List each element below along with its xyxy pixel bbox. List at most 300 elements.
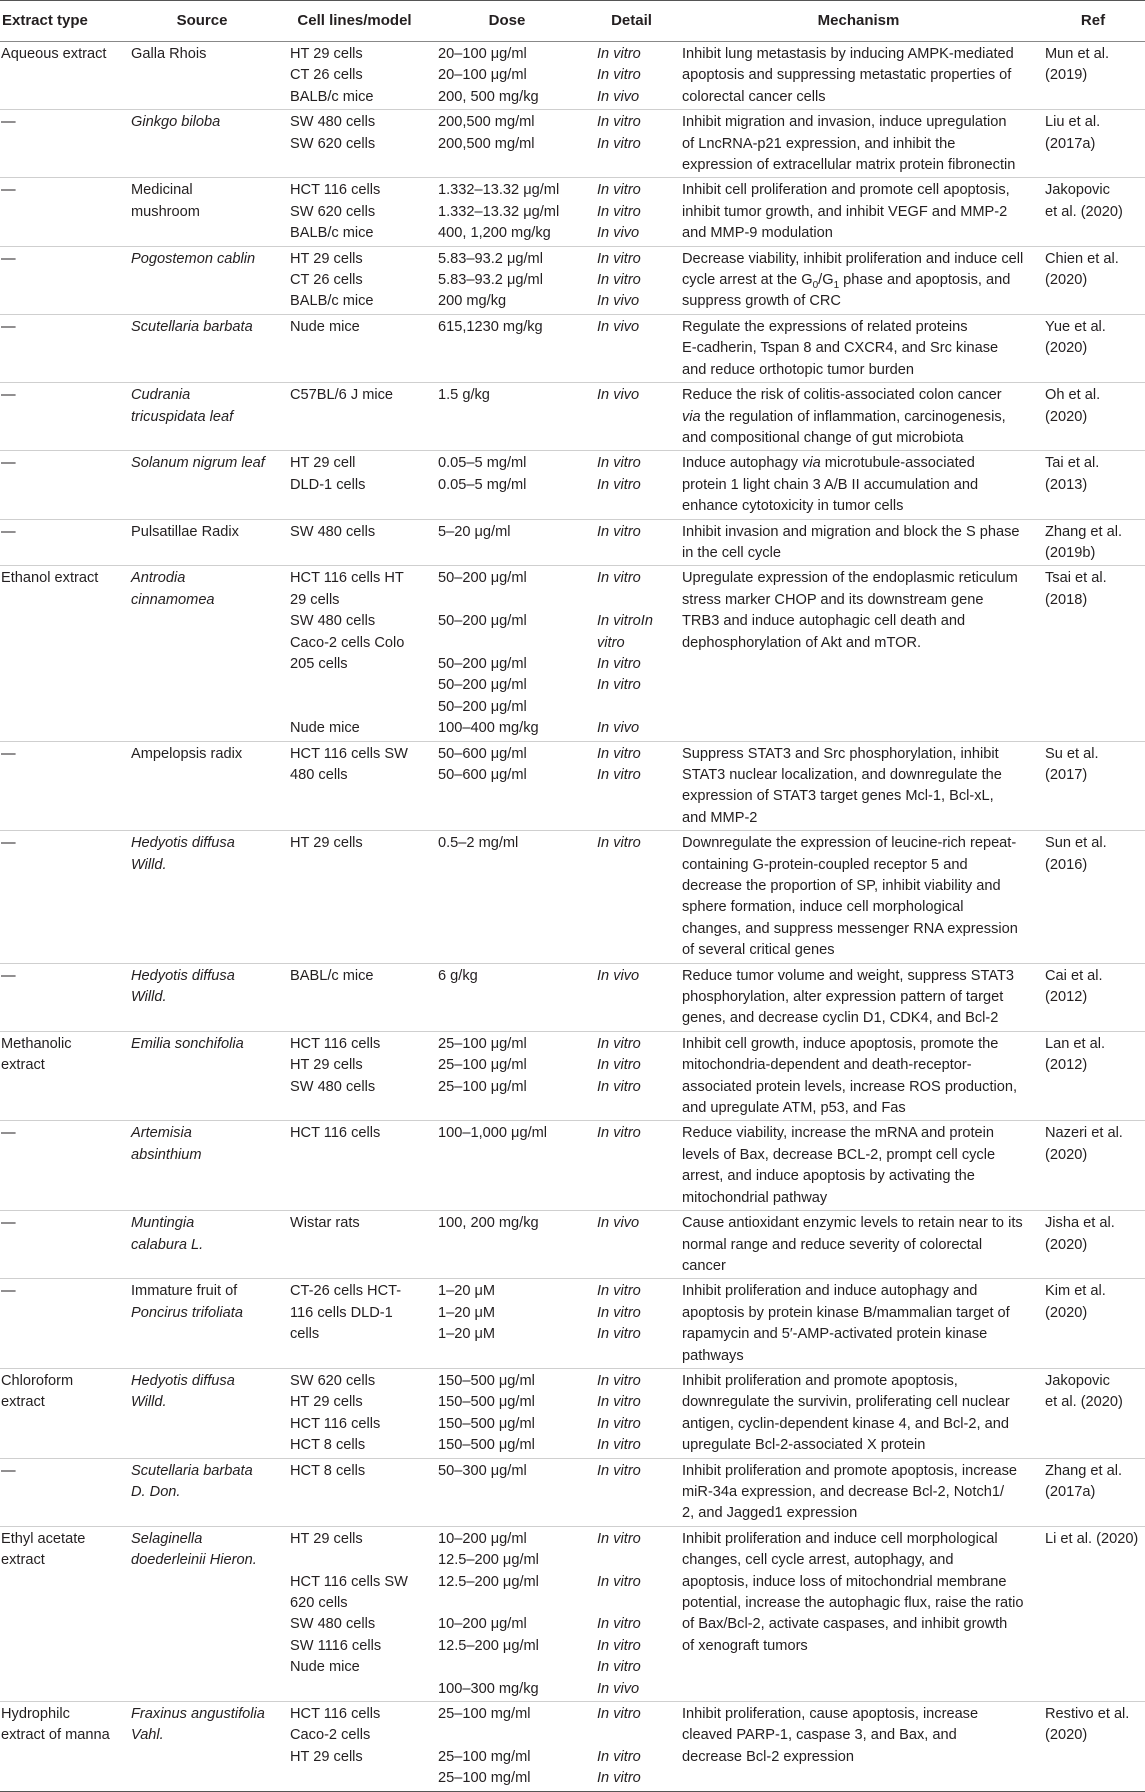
ref-line: Li et al. (2020) <box>1045 1530 1139 1547</box>
dose-line: 25–100 μg/ml <box>438 1035 527 1052</box>
dose-line: 10–200 μg/ml <box>438 1616 527 1633</box>
mechanism-cell <box>676 1458 1041 1526</box>
cell-lines-line: CT-26 cells HCT- <box>290 1283 402 1300</box>
dose-line <box>438 1725 585 1746</box>
mechanism-line: Upregulate expression of the endoplasmic reticulum <box>682 570 1018 587</box>
detail-line: In vitro <box>597 1415 641 1432</box>
detail-line: In vitro <box>597 745 641 762</box>
ref-cell <box>1041 566 1145 741</box>
detail-cell <box>587 963 676 1031</box>
mechanism-cell <box>676 741 1041 831</box>
detail-line: In vitro <box>597 203 641 220</box>
ref-line: Jisha et al. <box>1045 1215 1115 1232</box>
mechanism-cell <box>676 42 1041 110</box>
detail-line: In vitro <box>597 766 641 783</box>
extract-type-cell <box>0 451 122 519</box>
source-line: Hedyotis diffusa <box>131 967 235 984</box>
source-cell <box>122 383 282 451</box>
detail-line: In vitro <box>597 1748 641 1765</box>
dose-line: 50–200 μg/ml <box>438 698 527 715</box>
detail-cell <box>587 566 676 741</box>
source-line: Vahl. <box>131 1727 164 1744</box>
ref-cell <box>1041 1368 1145 1458</box>
mechanism-line: miR-34a expression, and decrease Bcl-2, Notch1/ <box>682 1483 1005 1500</box>
detail-line <box>597 697 674 718</box>
ref-line: (2019) <box>1045 67 1088 84</box>
table-row <box>0 1211 1145 1279</box>
extract-type-line: Ethyl acetate <box>1 1530 86 1547</box>
extract-type-cell <box>0 831 122 963</box>
header-row <box>0 1 1145 42</box>
mechanism-line: suppress growth of CRC <box>682 293 841 310</box>
dose-line: 1.332–13.32 μg/ml <box>438 203 560 220</box>
mechanism-line: of LncRNA-p21 expression, and inhibit the <box>682 135 956 152</box>
source-line: D. Don. <box>131 1483 181 1500</box>
source-line: Pogostemon cablin <box>131 250 256 267</box>
cell-lines-line: HCT 116 cells <box>290 1415 381 1432</box>
mechanism-line: colorectal cancer cells <box>682 88 826 105</box>
mechanism-line: TRB3 and induce autophagic cell death and <box>682 613 966 630</box>
detail-line: In vivo <box>597 720 640 737</box>
detail-cell <box>587 1211 676 1279</box>
ref-line: Cai et al. <box>1045 967 1103 984</box>
detail-line: In vitro <box>597 1706 641 1722</box>
detail-cell <box>587 1279 676 1369</box>
dose-line: 5.83–93.2 μg/ml <box>438 250 543 267</box>
cell-lines-line: 29 cells <box>290 591 340 608</box>
ref-line: Mun et al. <box>1045 46 1110 62</box>
ref-line: (2020) <box>1045 1727 1088 1744</box>
cell-lines-line: HT 29 cells <box>290 835 363 852</box>
cell-lines-line: HT 29 cells <box>290 1057 363 1074</box>
cell-lines-line: Caco-2 cells Colo <box>290 634 405 651</box>
detail-line: In vivo <box>597 318 640 335</box>
dose-line: 1–20 μM <box>438 1326 496 1343</box>
mechanism-line: upregulate Bcl-2-associated X protein <box>682 1437 926 1454</box>
dose-line: 1–20 μM <box>438 1304 496 1321</box>
detail-line: In vivo <box>597 387 640 404</box>
ref-cell <box>1041 1121 1145 1211</box>
ref-line: (2020) <box>1045 1236 1088 1253</box>
mechanism-line: Downregulate the expression of leucine-rich repeat- <box>682 835 1017 852</box>
mechanism-cell <box>676 1031 1041 1121</box>
dose-cell <box>427 42 587 110</box>
mechanism-line: containing G-protein-coupled receptor 5 and <box>682 856 968 873</box>
mechanism-line: and reduce orthotopic tumor burden <box>682 361 915 378</box>
dose-line: 25–100 μg/ml <box>438 1078 527 1095</box>
ref-cell <box>1041 110 1145 178</box>
cell-lines-line: SW 620 cells <box>290 135 376 152</box>
cell-lines-line <box>290 1768 425 1789</box>
mechanism-line: Induce autophagy via microtubule-associated <box>682 455 975 472</box>
cell-lines-line: Wistar rats <box>290 1215 360 1232</box>
detail-line: In vitro <box>597 272 641 289</box>
ref-line: (2012) <box>1045 1057 1088 1074</box>
cell-lines-line: HCT 116 cells <box>290 1706 381 1722</box>
extract-type-cell <box>0 1458 122 1526</box>
mechanism-line: Inhibit proliferation and induce cell morphological <box>682 1530 998 1547</box>
detail-cell <box>587 1031 676 1121</box>
mechanism-line: cancer <box>682 1257 726 1274</box>
detail-line: vitro <box>597 634 625 651</box>
dose-line: 12.5–200 μg/ml <box>438 1573 539 1590</box>
mechanism-cell <box>676 1368 1041 1458</box>
mechanism-line: and upregulate ATM, p53, and Fas <box>682 1100 906 1117</box>
dose-line: 50–200 μg/ml <box>438 613 527 630</box>
cell-lines-line: SW 1116 cells <box>290 1637 382 1654</box>
table-row <box>0 519 1145 566</box>
ref-line: Sun et al. <box>1045 835 1107 852</box>
table-row <box>0 314 1145 382</box>
cell-lines-line: SW 480 cells <box>290 114 376 131</box>
source-cell <box>122 1526 282 1701</box>
mechanism-line: arrest, and induce apoptosis by activating the <box>682 1168 975 1185</box>
dose-cell <box>427 178 587 246</box>
mechanism-line: of xenograft tumors <box>682 1637 808 1654</box>
source-cell <box>122 566 282 741</box>
extract-type-cell <box>0 1031 122 1121</box>
detail-line: In vitro <box>597 476 641 493</box>
mechanism-cell <box>676 519 1041 566</box>
mechanism-line: E-cadherin, Tspan 8 and CXCR4, and Src kinase <box>682 340 999 357</box>
extract-type-line: — <box>1 1125 16 1142</box>
mechanism-cell <box>676 451 1041 519</box>
mechanism-line: 2, and Jagged1 expression <box>682 1505 858 1522</box>
mechanism-line: sphere formation, induce cell morphological <box>682 899 964 916</box>
dose-line: 150–500 μg/ml <box>438 1437 535 1454</box>
mechanism-line: antigen, cyclin-dependent kinase 4, and Bcl-2, and <box>682 1415 1009 1432</box>
extract-type-line: — <box>1 318 16 335</box>
extract-type-line: — <box>1 745 16 762</box>
mechanism-line: Inhibit proliferation, cause apoptosis, increase <box>682 1706 979 1722</box>
detail-line: In vitro <box>597 1637 641 1654</box>
mechanism-line: Reduce tumor volume and weight, suppress STAT3 <box>682 967 1015 984</box>
cell-lines-line: HT 29 cells <box>290 1748 363 1765</box>
extract-type-line: — <box>1 1462 16 1479</box>
detail-line: In vitro <box>597 1035 641 1052</box>
cell-lines-line: SW 480 cells <box>290 1616 376 1633</box>
extract-type-cell <box>0 1279 122 1369</box>
ref-cell <box>1041 1526 1145 1701</box>
ref-cell <box>1041 1211 1145 1279</box>
mechanism-line: apoptosis, induce loss of mitochondrial membrane <box>682 1573 1007 1590</box>
ref-line: (2020) <box>1045 340 1088 357</box>
detail-line: In vitro <box>597 1659 641 1676</box>
detail-cell <box>587 246 676 314</box>
detail-cell <box>587 831 676 963</box>
ref-line: Restivo et al. <box>1045 1706 1130 1722</box>
extract-type-cell <box>0 1368 122 1458</box>
header-dose: Dose <box>427 1 587 42</box>
dose-line: 25–100 μg/ml <box>438 1057 527 1074</box>
detail-line: In vivo <box>597 88 640 105</box>
source-line: Medicinal <box>131 182 193 199</box>
source-cell <box>122 314 282 382</box>
cell-lines-line: HCT 116 cells <box>290 182 381 199</box>
extract-type-cell <box>0 1211 122 1279</box>
dose-line: 20–100 μg/ml <box>438 46 527 62</box>
table-body <box>0 42 1145 1792</box>
dose-cell <box>427 741 587 831</box>
mechanism-line: decrease Bcl-2 expression <box>682 1748 854 1765</box>
mechanism-line: Inhibit invasion and migration and block the S phase <box>682 523 1020 540</box>
detail-cell <box>587 178 676 246</box>
mechanism-line: of several critical genes <box>682 942 835 959</box>
cell-lines-line: HCT 8 cells <box>290 1437 366 1454</box>
mechanism-line: changes, cell cycle arrest, autophagy, and <box>682 1552 954 1569</box>
mechanism-line: Inhibit cell growth, induce apoptosis, promote the <box>682 1035 999 1052</box>
detail-line: In vitro <box>597 135 641 152</box>
mechanism-cell <box>676 178 1041 246</box>
dose-line: 50–200 μg/ml <box>438 677 527 694</box>
ref-cell <box>1041 831 1145 963</box>
dose-line: 25–100 mg/ml <box>438 1706 531 1722</box>
detail-line: In vitro <box>597 1573 641 1590</box>
cell-lines-cell <box>282 246 427 314</box>
mechanism-line: inhibit tumor growth, and inhibit VEGF and MMP-2 <box>682 203 1008 220</box>
dose-line <box>438 1593 585 1614</box>
detail-line: In vitro <box>597 455 641 472</box>
cell-lines-cell <box>282 110 427 178</box>
detail-line: In vitro <box>597 1057 641 1074</box>
dose-line: 25–100 mg/ml <box>438 1748 531 1765</box>
table-row <box>0 1031 1145 1121</box>
extract-type-line: — <box>1 523 16 540</box>
detail-line <box>597 1550 674 1571</box>
dose-cell <box>427 963 587 1031</box>
cell-lines-line: 116 cells DLD-1 <box>290 1304 393 1321</box>
dose-line: 100–400 mg/kg <box>438 720 539 737</box>
dose-cell <box>427 831 587 963</box>
mechanism-line: and compositional change of gut microbiota <box>682 429 964 446</box>
detail-line: In vitro <box>597 46 641 62</box>
mechanism-line: Inhibit lung metastasis by inducing AMPK-mediated <box>682 46 1014 62</box>
extract-type-cell <box>0 42 122 110</box>
table-row <box>0 178 1145 246</box>
extract-type-line: Aqueous extract <box>1 46 107 62</box>
cell-lines-cell <box>282 1458 427 1526</box>
mechanism-cell <box>676 1279 1041 1369</box>
source-line: Muntingia <box>131 1215 195 1232</box>
ref-line: Lan et al. <box>1045 1035 1106 1052</box>
dose-line: 1–20 μM <box>438 1283 496 1300</box>
cell-lines-line: C57BL/6 J mice <box>290 387 394 404</box>
source-cell <box>122 1368 282 1458</box>
cell-lines-cell <box>282 1031 427 1121</box>
detail-line: In vitro <box>597 835 641 852</box>
detail-line: In vitro <box>597 182 641 199</box>
cell-lines-line: 205 cells <box>290 655 348 672</box>
source-line: Ginkgo biloba <box>131 114 221 131</box>
detail-line: In vitro <box>597 1437 641 1454</box>
mechanism-line: mitochondrial pathway <box>682 1189 828 1206</box>
detail-line: In vitro <box>597 1530 641 1547</box>
source-line: Hedyotis diffusa <box>131 1372 235 1389</box>
ref-line: (2020) <box>1045 272 1088 289</box>
mechanism-cell <box>676 314 1041 382</box>
mechanism-cell <box>676 1211 1041 1279</box>
cell-lines-line: HT 29 cells <box>290 46 363 62</box>
ref-line: Oh et al. <box>1045 387 1101 404</box>
detail-line <box>597 1725 674 1746</box>
cell-lines-line: HT 29 cells <box>290 1530 363 1547</box>
table-row <box>0 110 1145 178</box>
source-cell <box>122 1121 282 1211</box>
cell-lines-line: Nude mice <box>290 1659 360 1676</box>
cell-lines-cell <box>282 1121 427 1211</box>
cell-lines-cell <box>282 741 427 831</box>
mechanism-line: in the cell cycle <box>682 544 781 561</box>
cell-lines-line: cells <box>290 1326 320 1343</box>
cell-lines-line: SW 480 cells <box>290 613 376 630</box>
detail-cell <box>587 110 676 178</box>
table-row <box>0 1121 1145 1211</box>
detail-line: In vitro <box>597 1462 641 1479</box>
mechanism-line: Regulate the expressions of related proteins <box>682 318 968 335</box>
dose-line: 200,500 mg/ml <box>438 114 535 131</box>
mechanism-line: apoptosis by protein kinase B/mammalian target of <box>682 1304 1010 1321</box>
source-line: calabura L. <box>131 1236 204 1253</box>
extract-type-line: — <box>1 387 16 404</box>
cell-lines-cell <box>282 314 427 382</box>
cell-lines-cell <box>282 1211 427 1279</box>
mechanism-cell <box>676 566 1041 741</box>
dose-line: 0.05–5 mg/ml <box>438 455 527 472</box>
mechanism-cell <box>676 383 1041 451</box>
cell-lines-line: HT 29 cells <box>290 250 363 267</box>
detail-line: In vivo <box>597 1680 640 1697</box>
mechanism-line: Decrease viability, inhibit proliferation and induce cell <box>682 250 1024 267</box>
detail-cell <box>587 1368 676 1458</box>
source-cell <box>122 963 282 1031</box>
source-cell <box>122 42 282 110</box>
ref-cell <box>1041 246 1145 314</box>
mechanism-line: Inhibit proliferation and promote apoptosis, <box>682 1372 958 1389</box>
detail-cell <box>587 1458 676 1526</box>
source-line: Emilia sonchifolia <box>131 1035 244 1052</box>
detail-cell <box>587 383 676 451</box>
dose-cell <box>427 110 587 178</box>
detail-line <box>597 1593 674 1614</box>
cell-lines-line: BALB/c mice <box>290 293 374 310</box>
ref-cell <box>1041 383 1145 451</box>
dose-line <box>438 1657 585 1678</box>
dose-line: 12.5–200 μg/ml <box>438 1552 539 1569</box>
cell-lines-line: HCT 116 cells <box>290 1035 381 1052</box>
table-row <box>0 1458 1145 1526</box>
dose-line <box>438 590 585 611</box>
dose-cell <box>427 1121 587 1211</box>
mechanism-line: decrease the proportion of SP, inhibit viability and <box>682 878 1001 894</box>
ref-cell <box>1041 451 1145 519</box>
ref-cell <box>1041 1031 1145 1121</box>
mechanism-line: associated protein levels, increase ROS production, <box>682 1078 1018 1095</box>
ref-line: Zhang et al. <box>1045 523 1123 540</box>
dose-line: 100–300 mg/kg <box>438 1680 539 1697</box>
extract-type-cell <box>0 1526 122 1701</box>
mechanism-line: Cause antioxidant enzymic levels to retain near to its <box>682 1215 1023 1232</box>
extract-type-line: — <box>1 1283 16 1300</box>
extract-type-cell <box>0 178 122 246</box>
source-line: Hedyotis diffusa <box>131 835 235 852</box>
dose-line: 150–500 μg/ml <box>438 1372 535 1389</box>
dose-line: 200, 500 mg/kg <box>438 88 539 105</box>
detail-line: In vitro <box>597 1616 641 1633</box>
dose-line: 6 g/kg <box>438 967 478 984</box>
dose-line: 400, 1,200 mg/kg <box>438 225 551 242</box>
dose-cell <box>427 1368 587 1458</box>
mechanism-line: potential, increase the autophagic flux, raise the ratio <box>682 1595 1024 1611</box>
source-line: Fraxinus angustifolia <box>131 1706 265 1722</box>
source-line: Antrodia <box>131 570 186 587</box>
detail-line: In vitro <box>597 1326 641 1343</box>
detail-cell <box>587 314 676 382</box>
source-line: Scutellaria barbata <box>131 318 253 335</box>
mechanism-line: Suppress STAT3 and Src phosphorylation, inhibit <box>682 745 999 762</box>
dose-cell <box>427 566 587 741</box>
dose-cell <box>427 519 587 566</box>
cell-lines-line: HT 29 cell <box>290 455 356 472</box>
mechanism-line: STAT3 nuclear localization, and downregulate the <box>682 766 1002 783</box>
cell-lines-line <box>290 675 425 696</box>
source-cell <box>122 831 282 963</box>
extract-type-cell <box>0 519 122 566</box>
cell-lines-line: SW 480 cells <box>290 523 376 540</box>
dose-cell <box>427 1702 587 1792</box>
cell-lines-line: SW 620 cells <box>290 203 376 220</box>
detail-line: In vivo <box>597 1215 640 1232</box>
cell-lines-cell <box>282 1368 427 1458</box>
ref-line: (2019b) <box>1045 544 1096 561</box>
ref-line: (2012) <box>1045 989 1088 1006</box>
detail-line: In vitro <box>597 677 641 694</box>
dose-cell <box>427 451 587 519</box>
mechanism-line: levels of Bax, decrease BCL-2, prompt cell cycle <box>682 1146 996 1163</box>
source-line: mushroom <box>131 203 200 220</box>
detail-cell <box>587 1526 676 1701</box>
dose-line: 50–300 μg/ml <box>438 1462 527 1479</box>
ref-cell <box>1041 963 1145 1031</box>
mechanism-line: genes, and decrease cyclin D1, CDK4, and Bcl-2 <box>682 1010 999 1027</box>
mechanism-cell <box>676 1526 1041 1701</box>
detail-line: In vitro <box>597 1078 641 1095</box>
header-detail: Detail <box>587 1 676 42</box>
ref-line: Su et al. (2017) <box>1045 745 1103 783</box>
dose-line: 50–600 μg/ml <box>438 766 527 783</box>
detail-line: In vitro <box>597 250 641 267</box>
detail-line: In vivo <box>597 967 640 984</box>
mechanism-line: enhance cytotoxicity in tumor cells <box>682 498 904 515</box>
mechanism-line: Reduce viability, increase the mRNA and protein <box>682 1125 995 1142</box>
cell-lines-cell <box>282 519 427 566</box>
dose-line: 200,500 mg/ml <box>438 135 535 152</box>
table-row <box>0 1702 1145 1792</box>
cell-lines-line: SW 480 cells <box>290 1078 376 1095</box>
dose-cell <box>427 1458 587 1526</box>
source-cell <box>122 110 282 178</box>
dose-cell <box>427 1211 587 1279</box>
source-cell <box>122 1458 282 1526</box>
mechanism-line: Inhibit cell proliferation and promote cell apoptosis, <box>682 182 1010 199</box>
ref-line: Chien et al. <box>1045 250 1119 267</box>
source-line: absinthium <box>131 1146 202 1163</box>
dose-cell <box>427 314 587 382</box>
ref-cell <box>1041 1279 1145 1369</box>
ref-line: (2018) <box>1045 591 1088 608</box>
mechanism-line: downregulate the survivin, proliferating cell nuclear <box>682 1394 1010 1411</box>
detail-line: In vitro <box>597 523 641 540</box>
cell-lines-line: DLD-1 cells <box>290 476 366 493</box>
